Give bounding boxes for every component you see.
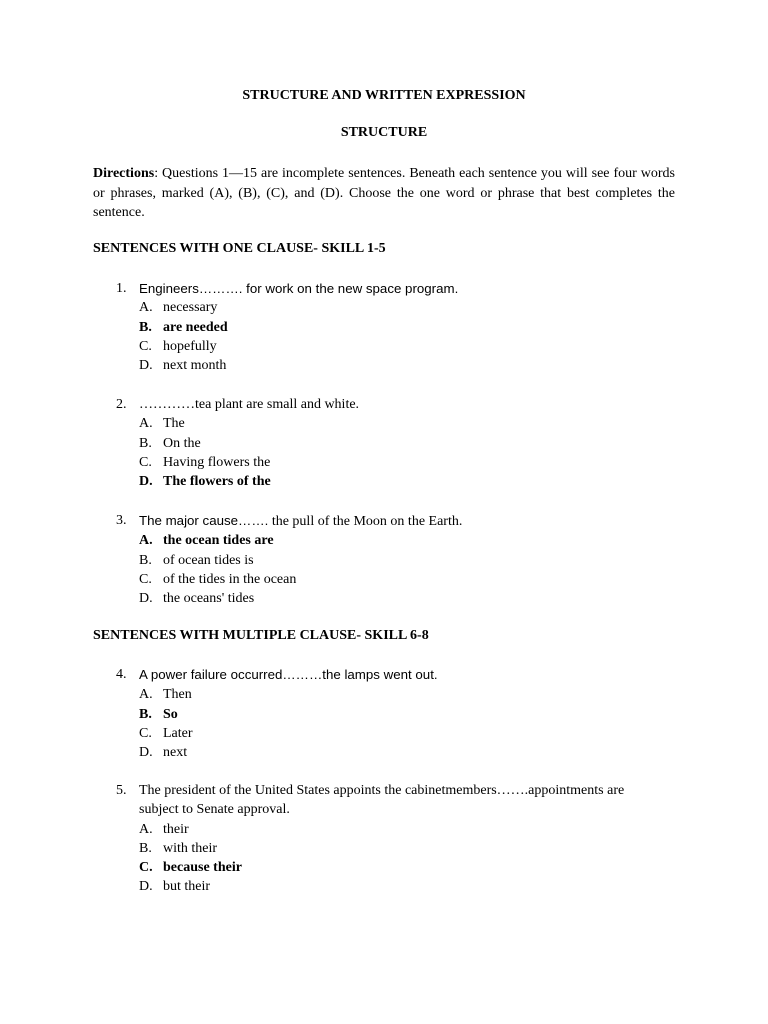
option-letter: A. (139, 687, 153, 703)
option-text: of ocean tides is (163, 552, 254, 568)
option-c (116, 453, 676, 472)
option-letter: D. (139, 358, 153, 374)
option-b (116, 839, 676, 858)
directions-text: : Questions 1—15 are incomplete sentences. Beneath each sentence you will see four words or phrases, marked (A), (B), (C), and (D). Choose the one word or phrase that best completes the sentence. (93, 166, 675, 220)
question-text: …………tea plant are small and white. (139, 397, 360, 412)
option-letter: C. (139, 454, 152, 470)
option-c (116, 724, 676, 743)
option-d-correct (116, 472, 676, 491)
option-d (116, 877, 676, 896)
option-letter: A. (139, 416, 153, 432)
option-a (116, 820, 676, 839)
option-b-correct (116, 705, 676, 724)
option-b (116, 551, 676, 570)
option-letter: D. (139, 474, 153, 490)
option-letter: B. (139, 840, 152, 856)
option-text: the oceans' tides (163, 591, 255, 607)
option-c (116, 337, 676, 356)
option-text: are needed (163, 319, 228, 335)
option-text: So (163, 706, 178, 722)
option-letter: A. (139, 821, 153, 837)
question-text: Engineers………. for work on the new space program. (139, 281, 459, 296)
option-text: Then (163, 687, 192, 703)
option-b (116, 434, 676, 453)
option-letter: D. (139, 879, 153, 895)
document-title: STRUCTURE AND WRITTEN EXPRESSION (242, 88, 526, 103)
question-4 (116, 665, 676, 762)
option-text: because their (163, 860, 242, 876)
option-b-correct (116, 318, 676, 337)
directions-label: Directions (93, 166, 155, 181)
option-text: The flowers of the (163, 474, 271, 490)
question-text: The president of the United States appoints the cabinetmembers…….appointments are subject to Senate approval. (139, 783, 625, 818)
section-subtitle: STRUCTURE (340, 125, 428, 140)
option-letter: C. (139, 860, 153, 876)
option-text: hopefully (163, 338, 217, 354)
option-text: Later (163, 725, 193, 741)
option-letter: C. (139, 571, 152, 587)
option-d (116, 589, 676, 608)
option-c-correct (116, 858, 676, 877)
question-2 (116, 395, 676, 491)
option-text: Having flowers the (163, 454, 271, 470)
option-text: necessary (163, 300, 218, 316)
option-a-correct (116, 531, 676, 550)
option-letter: B. (139, 319, 152, 335)
option-text: with their (163, 840, 218, 856)
option-d (116, 356, 676, 375)
option-text: On the (163, 435, 201, 451)
option-letter: B. (139, 435, 152, 451)
question-number: 3. (116, 513, 127, 528)
directions-paragraph (93, 164, 675, 223)
option-letter: B. (139, 552, 152, 568)
question-5 (116, 781, 676, 897)
option-text: of the tides in the ocean (163, 571, 297, 587)
question-number: 1. (116, 281, 127, 296)
option-a (116, 298, 676, 317)
option-letter: A. (139, 533, 153, 549)
option-letter: A. (139, 300, 153, 316)
option-c (116, 570, 676, 589)
option-letter: D. (139, 591, 153, 607)
option-letter: C. (139, 338, 152, 354)
question-number: 2. (116, 397, 127, 412)
option-text: next month (163, 358, 227, 374)
option-text: but their (163, 879, 211, 895)
option-d (116, 743, 676, 762)
question-number: 4. (116, 667, 127, 682)
question-text-prefix: A power failure occurred……… (139, 667, 323, 682)
option-text: The (163, 416, 185, 432)
question-number: 5. (116, 783, 127, 798)
option-a (116, 414, 676, 433)
section-heading-multiple-clause: SENTENCES WITH MULTIPLE CLAUSE- SKILL 6-8 (93, 628, 429, 643)
option-letter: B. (139, 706, 152, 722)
question-text: the lamps went out. (322, 667, 438, 682)
option-a (116, 685, 676, 704)
option-letter: D. (139, 745, 153, 761)
question-text-prefix: The major cause……. (139, 513, 269, 528)
option-text: the ocean tides are (163, 533, 274, 549)
question-1 (116, 279, 676, 375)
option-text: their (163, 821, 189, 837)
option-text: next (163, 745, 188, 761)
section-heading-one-clause: SENTENCES WITH ONE CLAUSE- SKILL 1-5 (93, 241, 386, 256)
question-text: the pull of the Moon on the Earth. (268, 514, 463, 529)
option-letter: C. (139, 725, 152, 741)
question-3 (116, 511, 676, 608)
